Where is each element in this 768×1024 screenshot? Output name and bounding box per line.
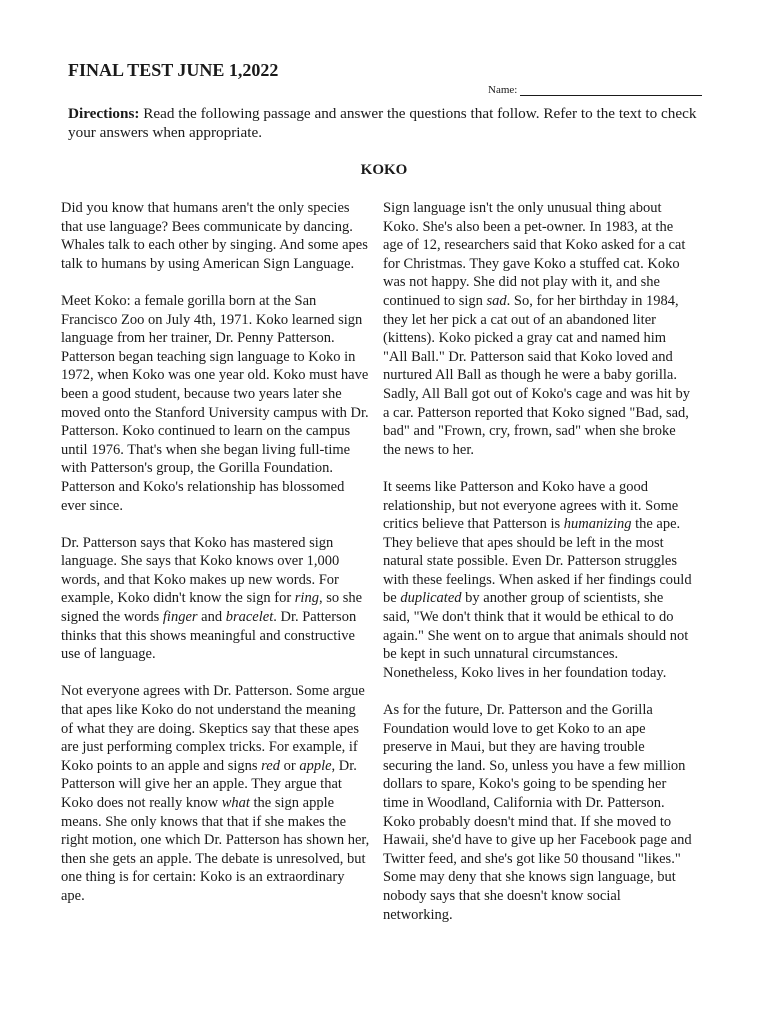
paragraph-text: by another group of scientists, she said, "We don't think that it would be ethical to do again." She went on to argue that animals should not be kept in such unnatural circumstances. Nonetheless, Koko lives in her foundation today.	[383, 590, 689, 681]
emphasized-word: what	[221, 795, 250, 811]
paragraph-text: . So, for her birthday in 1984, they let her pick a cat out of an abandoned liter (kittens). Koko picked a gray cat and named him "All Ball." Dr. Patterson said that Koko loved and nurtured All Ball as though he were a baby gorilla. Sadly, All Ball got out of Koko's cage and was hit by a car. Patterson reported that Koko signed "Bad, sad, bad" and "Frown, cry, frown, sad" when she broke the news to her.	[383, 292, 690, 458]
paragraph-text: and	[197, 609, 226, 626]
emphasized-word: ring	[294, 590, 319, 607]
passage-heading: KOKO	[360, 162, 408, 178]
paragraph-text: the ape. They believe that apes should be left in the most natural state possible. Even Dr. Patterson struggles with these feelings. When asked if her findings could be	[383, 516, 692, 607]
passage-paragraph	[61, 199, 371, 273]
paragraph-text: Not everyone agrees with Dr. Patterson. Some argue that apes like Koko do not understand the meaning of what they are doing. Skeptics say that these apes are just performing complex tricks. For example, if Koko points to an apple and signs	[61, 683, 365, 774]
passage-paragraph	[383, 199, 693, 459]
paragraph-text: the sign apple means. She only knows that that if she makes the right motion, one which Dr. Patterson has shown her, then she gets an apple. The debate is unresolved, but one thing is for certain: Koko is an extraordinary ape.	[61, 795, 370, 904]
directions	[68, 104, 708, 142]
paragraph-text: As for the future, Dr. Patterson and the Gorilla Foundation would love to get Koko to an ape preserve in Maui, but they are having trouble securing the land. So, unless you have a few million dollars to spare, Koko's going to be spending her time in Woodland, California with Dr. Patterson. Koko probably doesn't mind that. If she moved to Hawaii, she'd have to give up her Facebook page and Twitter feed, and she's got like 50 thousand "likes." Some may deny that she knows sign language, but nobody says that she doesn't know social networking.	[383, 702, 692, 923]
paragraph-text: . Dr. Patterson thinks that this shows meaningful and constructive use of language.	[61, 609, 357, 663]
passage-paragraph	[61, 682, 371, 905]
directions-text: Read the following passage and answer the questions that follow. Refer to the text to check your answers when appropriate.	[68, 105, 697, 141]
passage-paragraph	[383, 478, 693, 683]
name-label: Name:	[488, 84, 518, 96]
emphasized-word: red	[261, 757, 280, 774]
name-field[interactable]	[488, 84, 702, 96]
paragraph-text: , so she signed the words	[61, 590, 363, 626]
paragraph-text: Meet Koko: a female gorilla born at the San Francisco Zoo on July 4th, 1971. Koko learned sign language from her trainer, Dr. Penny Patterson. Patterson began teaching sign language to Koko in 1972, when Koko was one year old. Koko must have been a good student, because two years later she moved onto the Stanford University campus with Dr. Patterson. Koko continued to learn on the campus until 1976. That's when she began living full-time with Patterson's group, the Gorilla Foundation. Patterson and Koko's relationship has blossomed ever since.	[61, 292, 369, 514]
paragraph-text: Did you know that humans aren't the only species that use language? Bees communicate by dancing. Whales talk to each other by singing. And some apes talk to humans by using American Sign Language.	[61, 200, 368, 272]
emphasized-word: duplicated	[400, 590, 462, 607]
directions-label: Directions:	[68, 105, 140, 122]
emphasized-word: humanizing	[563, 516, 632, 533]
passage-paragraph	[383, 701, 693, 924]
emphasized-word: sad	[486, 292, 507, 309]
paragraph-text: or	[279, 757, 300, 774]
emphasized-word: apple	[299, 757, 332, 774]
passage-paragraph	[61, 292, 371, 515]
paragraph-text: Dr. Patterson says that Koko has mastered sign language. She says that Koko knows over 1,000 words, and that Koko makes up new words. For example, Koko didn't know the sign for	[61, 534, 340, 607]
emphasized-word: bracelet	[225, 609, 274, 626]
passage-paragraph	[61, 534, 371, 664]
name-blank-line[interactable]	[520, 84, 702, 96]
emphasized-word: finger	[162, 609, 198, 626]
paragraph-text: , Dr. Patterson will give her an apple. They argue that Koko does not really know	[61, 757, 357, 811]
paragraph-text: It seems like Patterson and Koko have a good relationship, but not everyone agrees with it. Some critics believe that Patterson is	[383, 478, 679, 533]
paragraph-text: Sign language isn't the only unusual thing about Koko. She's also been a pet-owner. In 1983, at the age of 12, researchers said that Koko asked for a cat for Christmas. They gave Koko a stuffed cat. Koko was not happy. She did not play with it, and she continued to sign	[383, 200, 686, 309]
passage-left-column	[61, 199, 371, 906]
test-title: FINAL TEST JUNE 1,2022	[68, 60, 279, 80]
passage-right-column	[383, 199, 693, 924]
